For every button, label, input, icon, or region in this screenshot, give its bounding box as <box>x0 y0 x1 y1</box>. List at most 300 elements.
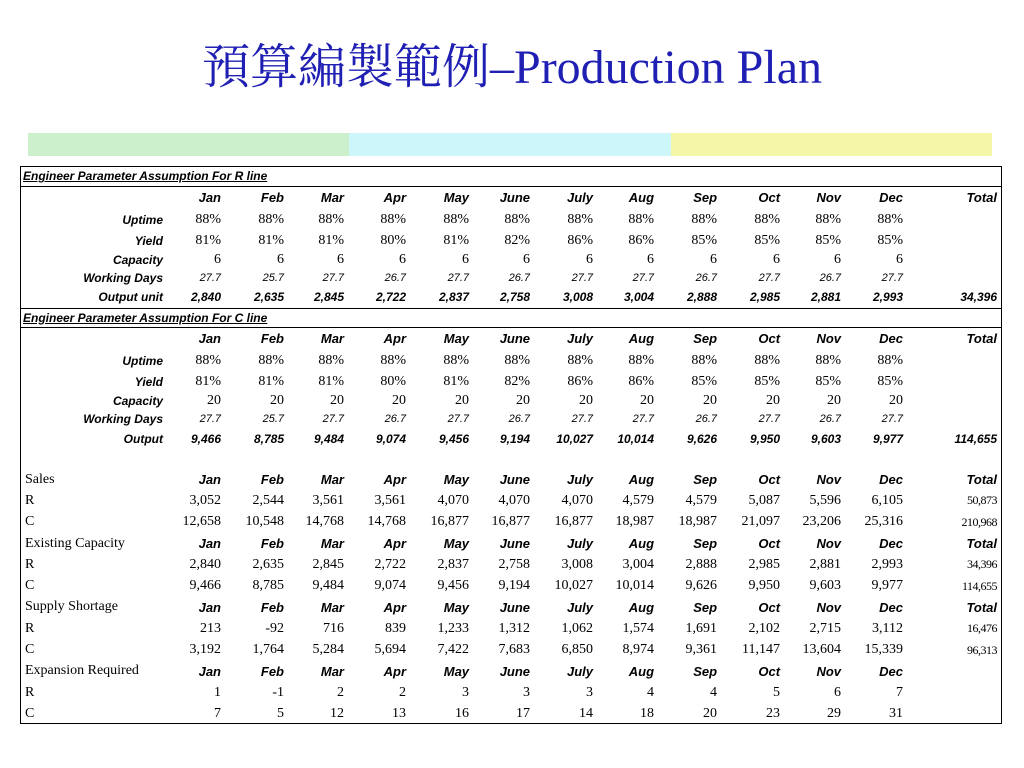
month-header: Sep <box>693 331 718 347</box>
cell-value: 31 <box>889 705 904 721</box>
cell-value: 85% <box>754 232 781 248</box>
row-label: Working Days <box>83 412 163 426</box>
cell-value: 88% <box>628 352 655 368</box>
cell-value: 21,097 <box>741 514 781 530</box>
month-header: Dec <box>879 536 904 552</box>
row-total <box>911 209 1001 230</box>
cell-value: 2,881 <box>811 290 842 305</box>
month-header: Nov <box>816 599 842 615</box>
cell-value: 1,312 <box>498 620 531 636</box>
page-title: 預算編製範例–Production Plan <box>202 41 822 94</box>
cell-value: 2,837 <box>439 290 470 305</box>
cell-value: 5,596 <box>809 492 842 508</box>
month-header: Mar <box>320 190 344 206</box>
cell-value: 13 <box>392 705 406 721</box>
month-header-row <box>21 327 1001 350</box>
row-total <box>911 230 1001 251</box>
total-header: Total <box>966 472 998 488</box>
row-label: R <box>25 684 35 700</box>
month-header: June <box>499 536 531 552</box>
cell-value: 10,014 <box>617 431 655 446</box>
cell-value: 81% <box>318 373 344 389</box>
cell-value: 81% <box>195 373 221 389</box>
cell-value: 8,785 <box>253 431 284 446</box>
production-plan-table <box>20 166 1002 724</box>
month-header: Dec <box>879 599 904 615</box>
cell-value: 20 <box>703 393 718 408</box>
month-header: July <box>567 599 594 615</box>
summary-row <box>21 490 1001 511</box>
cell-value: 88% <box>443 352 470 368</box>
parameter-row <box>21 230 1001 251</box>
cell-value: 3,112 <box>872 620 904 636</box>
cell-value: 27.7 <box>758 272 781 284</box>
row-label: Capacity <box>112 253 163 267</box>
cell-value: 9,456 <box>437 578 470 594</box>
month-header: Feb <box>260 472 284 488</box>
summary-row <box>21 703 1001 724</box>
cell-value: 27.7 <box>632 413 655 425</box>
month-header: May <box>443 663 470 679</box>
cell-value: 1,691 <box>685 620 718 636</box>
cell-value: 27.7 <box>881 413 904 425</box>
cell-value: 85% <box>815 373 842 389</box>
row-total <box>911 682 1001 703</box>
yellow-bar <box>671 133 992 156</box>
cell-value: 25,316 <box>864 514 904 530</box>
section-title: Engineer Parameter Assumption For C line <box>21 308 477 327</box>
cell-value: 86% <box>628 373 655 389</box>
cell-value: 26.7 <box>695 272 718 284</box>
month-header: Apr <box>383 599 406 615</box>
month-header: Aug <box>628 331 655 347</box>
cell-value: 14 <box>579 705 594 721</box>
cell-value: 18 <box>640 705 655 721</box>
summary-header-row <box>21 469 1001 490</box>
month-header: Jan <box>198 190 221 206</box>
cell-value: 20 <box>207 393 221 408</box>
cell-value: 20 <box>455 393 470 408</box>
cell-value: 88% <box>815 352 842 368</box>
cell-value: 9,603 <box>811 431 842 446</box>
month-header: July <box>567 190 594 206</box>
cell-value: 6 <box>896 252 904 267</box>
cell-value: 9,194 <box>498 578 531 594</box>
cell-value: 88% <box>258 352 284 368</box>
month-header: July <box>567 472 594 488</box>
cell-value: 7,683 <box>498 642 531 658</box>
month-header: Feb <box>260 663 284 679</box>
cell-value: 7 <box>214 705 221 721</box>
month-header: Oct <box>758 536 781 552</box>
month-header: Apr <box>383 190 406 206</box>
summary-row <box>21 575 1001 596</box>
month-header: Apr <box>383 331 406 347</box>
summary-row <box>21 512 1001 533</box>
summary-title: Supply Shortage <box>25 599 118 615</box>
row-label: C <box>25 642 35 658</box>
cell-value: 2,993 <box>871 556 904 572</box>
cell-value: 2,758 <box>500 290 531 305</box>
cell-value: 6 <box>337 252 344 267</box>
section-title: Engineer Parameter Assumption For R line <box>21 167 477 186</box>
cell-value: 88% <box>258 211 284 227</box>
month-header: June <box>499 599 531 615</box>
cell-value: 86% <box>567 232 594 248</box>
cell-value: 85% <box>754 373 781 389</box>
cyan-bar <box>349 133 670 156</box>
cell-value: 5,284 <box>312 642 344 658</box>
cell-value: 20 <box>270 393 284 408</box>
month-header: Aug <box>628 472 655 488</box>
cell-value: 26.7 <box>384 413 406 425</box>
month-header: July <box>567 536 594 552</box>
cell-value: 80% <box>380 373 406 389</box>
cell-value: 86% <box>628 232 655 248</box>
cell-value: 88% <box>195 211 221 227</box>
cell-value: 25.7 <box>262 272 284 284</box>
cell-value: 23 <box>766 705 781 721</box>
cell-value: 88% <box>443 211 470 227</box>
cell-value: 9,456 <box>439 431 470 446</box>
cell-value: 2,722 <box>375 290 406 305</box>
spacer-row <box>21 449 1001 469</box>
cell-value: 81% <box>258 373 284 389</box>
month-header: Oct <box>758 190 781 206</box>
cell-value: -1 <box>272 684 284 700</box>
month-header: Jan <box>198 663 221 679</box>
summary-title: Expansion Required <box>25 663 139 679</box>
cell-value: 88% <box>691 352 718 368</box>
decorative-color-bars <box>28 133 992 156</box>
cell-value: 20 <box>827 393 842 408</box>
cell-value: 88% <box>567 211 594 227</box>
cell-value: 27.7 <box>447 413 470 425</box>
month-header: Sep <box>693 472 718 488</box>
cell-value: 88% <box>380 352 406 368</box>
row-label: Output unit <box>98 290 163 305</box>
cell-value: 85% <box>877 373 904 389</box>
cell-value: 10,027 <box>554 578 594 594</box>
cell-value: 4,579 <box>622 492 655 508</box>
cell-value: 88% <box>691 211 718 227</box>
month-header: Feb <box>260 599 284 615</box>
cell-value: 26.7 <box>508 413 531 425</box>
month-header: Oct <box>758 599 781 615</box>
cell-value: 11,147 <box>742 642 781 658</box>
cell-value: 3 <box>523 684 531 700</box>
cell-value: 88% <box>754 211 781 227</box>
cell-value: 6 <box>523 252 531 267</box>
cell-value: 16,877 <box>554 514 594 530</box>
cell-value: 3,192 <box>189 642 221 658</box>
cell-value: 20 <box>889 393 904 408</box>
month-header: June <box>499 472 531 488</box>
total-header: Total <box>966 190 998 206</box>
summary-header-row <box>21 661 1001 682</box>
cell-value: 88% <box>504 352 531 368</box>
cell-value: 10,027 <box>556 431 594 446</box>
cell-value: 27.7 <box>199 413 221 425</box>
cell-value: 2,635 <box>253 290 284 305</box>
month-header: Dec <box>879 331 904 347</box>
cell-value: 5,694 <box>374 642 406 658</box>
row-total <box>911 703 1001 724</box>
cell-value: 2,840 <box>189 556 221 572</box>
cell-value: 9,194 <box>500 431 531 446</box>
cell-value: 839 <box>385 620 406 636</box>
cell-value: 20 <box>640 393 655 408</box>
month-header: May <box>443 331 470 347</box>
month-header: Nov <box>816 190 842 206</box>
cell-value: 5,087 <box>748 492 781 508</box>
header-spacer <box>21 186 171 209</box>
cell-value: 3,561 <box>312 492 344 508</box>
parameter-row <box>21 251 1001 269</box>
cell-value: 12,658 <box>182 514 221 530</box>
cell-value: 16,877 <box>491 514 531 530</box>
cell-value: 81% <box>443 373 470 389</box>
row-label: R <box>25 556 35 572</box>
row-label: Yield <box>134 374 163 389</box>
cell-value: 27.7 <box>199 272 221 284</box>
row-label: Capacity <box>112 394 163 408</box>
month-header: Apr <box>383 472 406 488</box>
cell-value: 88% <box>877 352 904 368</box>
cell-value: 2,758 <box>498 556 531 572</box>
cell-value: 81% <box>318 232 344 248</box>
cell-value: 88% <box>504 211 531 227</box>
cell-value: 27.7 <box>881 272 904 284</box>
cell-value: 27.7 <box>322 413 344 425</box>
cell-value: 13,604 <box>802 642 842 658</box>
row-total: 16,476 <box>967 621 998 636</box>
cell-value: 9,074 <box>374 578 406 594</box>
cell-value: 20 <box>516 393 531 408</box>
cell-value: 9,977 <box>873 431 904 446</box>
cell-value: 1,062 <box>561 620 594 636</box>
month-header: Nov <box>816 331 842 347</box>
cell-value: 81% <box>443 232 470 248</box>
cell-value: 29 <box>827 705 842 721</box>
cell-value: 2,845 <box>313 290 344 305</box>
cell-value: 85% <box>691 232 718 248</box>
cell-value: 88% <box>754 352 781 368</box>
month-header: June <box>499 663 531 679</box>
cell-value: 20 <box>330 393 344 408</box>
cell-value: 6 <box>399 252 406 267</box>
cell-value: 2,985 <box>748 556 781 572</box>
cell-value: 1 <box>214 684 221 700</box>
cell-value: 716 <box>323 620 344 636</box>
cell-value: 20 <box>766 393 781 408</box>
month-header: July <box>567 663 594 679</box>
green-bar <box>28 133 349 156</box>
cell-value: 6 <box>834 684 842 700</box>
cell-value: 9,603 <box>809 578 842 594</box>
cell-value: 2 <box>399 684 406 700</box>
cell-value: 26.7 <box>695 413 718 425</box>
cell-value: 3,004 <box>624 290 655 305</box>
total-header: Total <box>966 331 998 347</box>
month-header: Nov <box>816 472 842 488</box>
cell-value: 5 <box>277 705 284 721</box>
row-total: 114,655 <box>954 431 998 446</box>
cell-value: 2,985 <box>750 290 781 305</box>
month-header: Apr <box>383 663 406 679</box>
cell-value: 81% <box>258 232 284 248</box>
month-header-row <box>21 186 1001 209</box>
cell-value: 20 <box>579 393 594 408</box>
cell-value: 2,840 <box>190 290 221 305</box>
cell-value: 9,361 <box>685 642 718 658</box>
row-total <box>911 269 1001 287</box>
cell-value: 6 <box>277 252 284 267</box>
month-header: Mar <box>320 663 344 679</box>
cell-value: 14,768 <box>367 514 406 530</box>
cell-value: 26.7 <box>384 272 406 284</box>
cell-value: 9,950 <box>750 431 781 446</box>
cell-value: 86% <box>567 373 594 389</box>
month-header: May <box>443 472 470 488</box>
row-total <box>911 350 1001 371</box>
month-header: Feb <box>260 331 284 347</box>
summary-row <box>21 618 1001 639</box>
month-header: Jan <box>198 331 221 347</box>
section-title-row <box>21 167 1001 186</box>
cell-value: 2,837 <box>437 556 470 572</box>
month-header: Oct <box>758 663 781 679</box>
row-label: Working Days <box>83 271 163 285</box>
summary-row <box>21 554 1001 575</box>
cell-value: 82% <box>504 232 531 248</box>
row-total <box>911 251 1001 269</box>
month-header: Jan <box>198 599 221 615</box>
cell-value: 25.7 <box>262 413 284 425</box>
row-total: 114,655 <box>961 578 998 593</box>
cell-value: 88% <box>815 211 842 227</box>
cell-value: 15,339 <box>864 642 904 658</box>
cell-value: 12 <box>330 705 344 721</box>
month-header: Oct <box>758 472 781 488</box>
month-header: Aug <box>628 599 655 615</box>
row-total: 50,873 <box>967 493 998 508</box>
cell-value: 85% <box>815 232 842 248</box>
month-header: Jan <box>198 472 221 488</box>
summary-row <box>21 682 1001 703</box>
month-header: Feb <box>260 190 284 206</box>
cell-value: 2 <box>337 684 344 700</box>
cell-value: 3 <box>462 684 470 700</box>
month-header: Aug <box>628 663 655 679</box>
cell-value: 88% <box>877 211 904 227</box>
cell-value: 26.7 <box>508 272 531 284</box>
row-total: 210,968 <box>961 514 998 529</box>
section-title-spacer <box>477 167 1001 186</box>
cell-value: 27.7 <box>447 272 470 284</box>
cell-value: 6 <box>710 252 718 267</box>
cell-value: 4,070 <box>437 492 470 508</box>
cell-value: 88% <box>628 211 655 227</box>
cell-value: 14,768 <box>305 514 344 530</box>
row-label: C <box>25 705 35 721</box>
row-label: Uptime <box>122 353 163 368</box>
parameter-row <box>21 269 1001 287</box>
row-label: Uptime <box>122 212 163 227</box>
summary-title: Sales <box>25 471 55 487</box>
parameter-row <box>21 209 1001 230</box>
cell-value: 2,993 <box>873 290 904 305</box>
summary-header-row <box>21 597 1001 618</box>
cell-value: 213 <box>200 620 221 636</box>
parameter-row <box>21 371 1001 392</box>
month-header: Mar <box>320 331 344 347</box>
parameter-row <box>21 410 1001 428</box>
parameter-row <box>21 428 1001 449</box>
month-header: Jan <box>198 536 221 552</box>
cell-value: 3,008 <box>561 556 594 572</box>
cell-value: 27.7 <box>632 272 655 284</box>
cell-value: 4,070 <box>561 492 594 508</box>
cell-value: 6,850 <box>561 642 594 658</box>
cell-value: 7,422 <box>437 642 470 658</box>
month-header: Nov <box>816 663 842 679</box>
cell-value: 1,574 <box>622 620 655 636</box>
cell-value: 6 <box>462 252 470 267</box>
total-header <box>911 661 1001 682</box>
parameter-row <box>21 287 1001 308</box>
month-header: Mar <box>320 599 344 615</box>
month-header: Feb <box>260 536 284 552</box>
row-label: Yield <box>134 233 163 248</box>
cell-value: 85% <box>877 232 904 248</box>
month-header: May <box>443 536 470 552</box>
cell-value: 16 <box>455 705 470 721</box>
cell-value: 6,105 <box>871 492 904 508</box>
cell-value: 88% <box>380 211 406 227</box>
cell-value: 27.7 <box>758 413 781 425</box>
month-header: Mar <box>320 536 344 552</box>
spacer-cell <box>21 449 1001 469</box>
month-header: Aug <box>628 536 655 552</box>
cell-value: 10,014 <box>615 578 655 594</box>
cell-value: 17 <box>516 705 531 721</box>
cell-value: 5 <box>773 684 781 700</box>
cell-value: -92 <box>265 620 284 636</box>
cell-value: 20 <box>703 705 718 721</box>
cell-value: 85% <box>691 373 718 389</box>
row-total <box>911 410 1001 428</box>
cell-value: 9,950 <box>748 578 781 594</box>
cell-value: 2,881 <box>809 556 842 572</box>
cell-value: 27.7 <box>571 413 594 425</box>
row-label: R <box>25 492 35 508</box>
summary-header-row <box>21 533 1001 554</box>
total-header: Total <box>966 536 998 552</box>
cell-value: 6 <box>586 252 594 267</box>
cell-value: 2,544 <box>252 492 284 508</box>
month-header: May <box>443 190 470 206</box>
month-header: Oct <box>758 331 781 347</box>
row-label: C <box>25 514 35 530</box>
row-label: C <box>25 578 35 594</box>
row-total: 34,396 <box>967 557 998 572</box>
row-total <box>911 371 1001 392</box>
month-header: Dec <box>879 663 904 679</box>
month-header: May <box>443 599 470 615</box>
cell-value: 88% <box>195 352 221 368</box>
section-title-row <box>21 308 1001 327</box>
